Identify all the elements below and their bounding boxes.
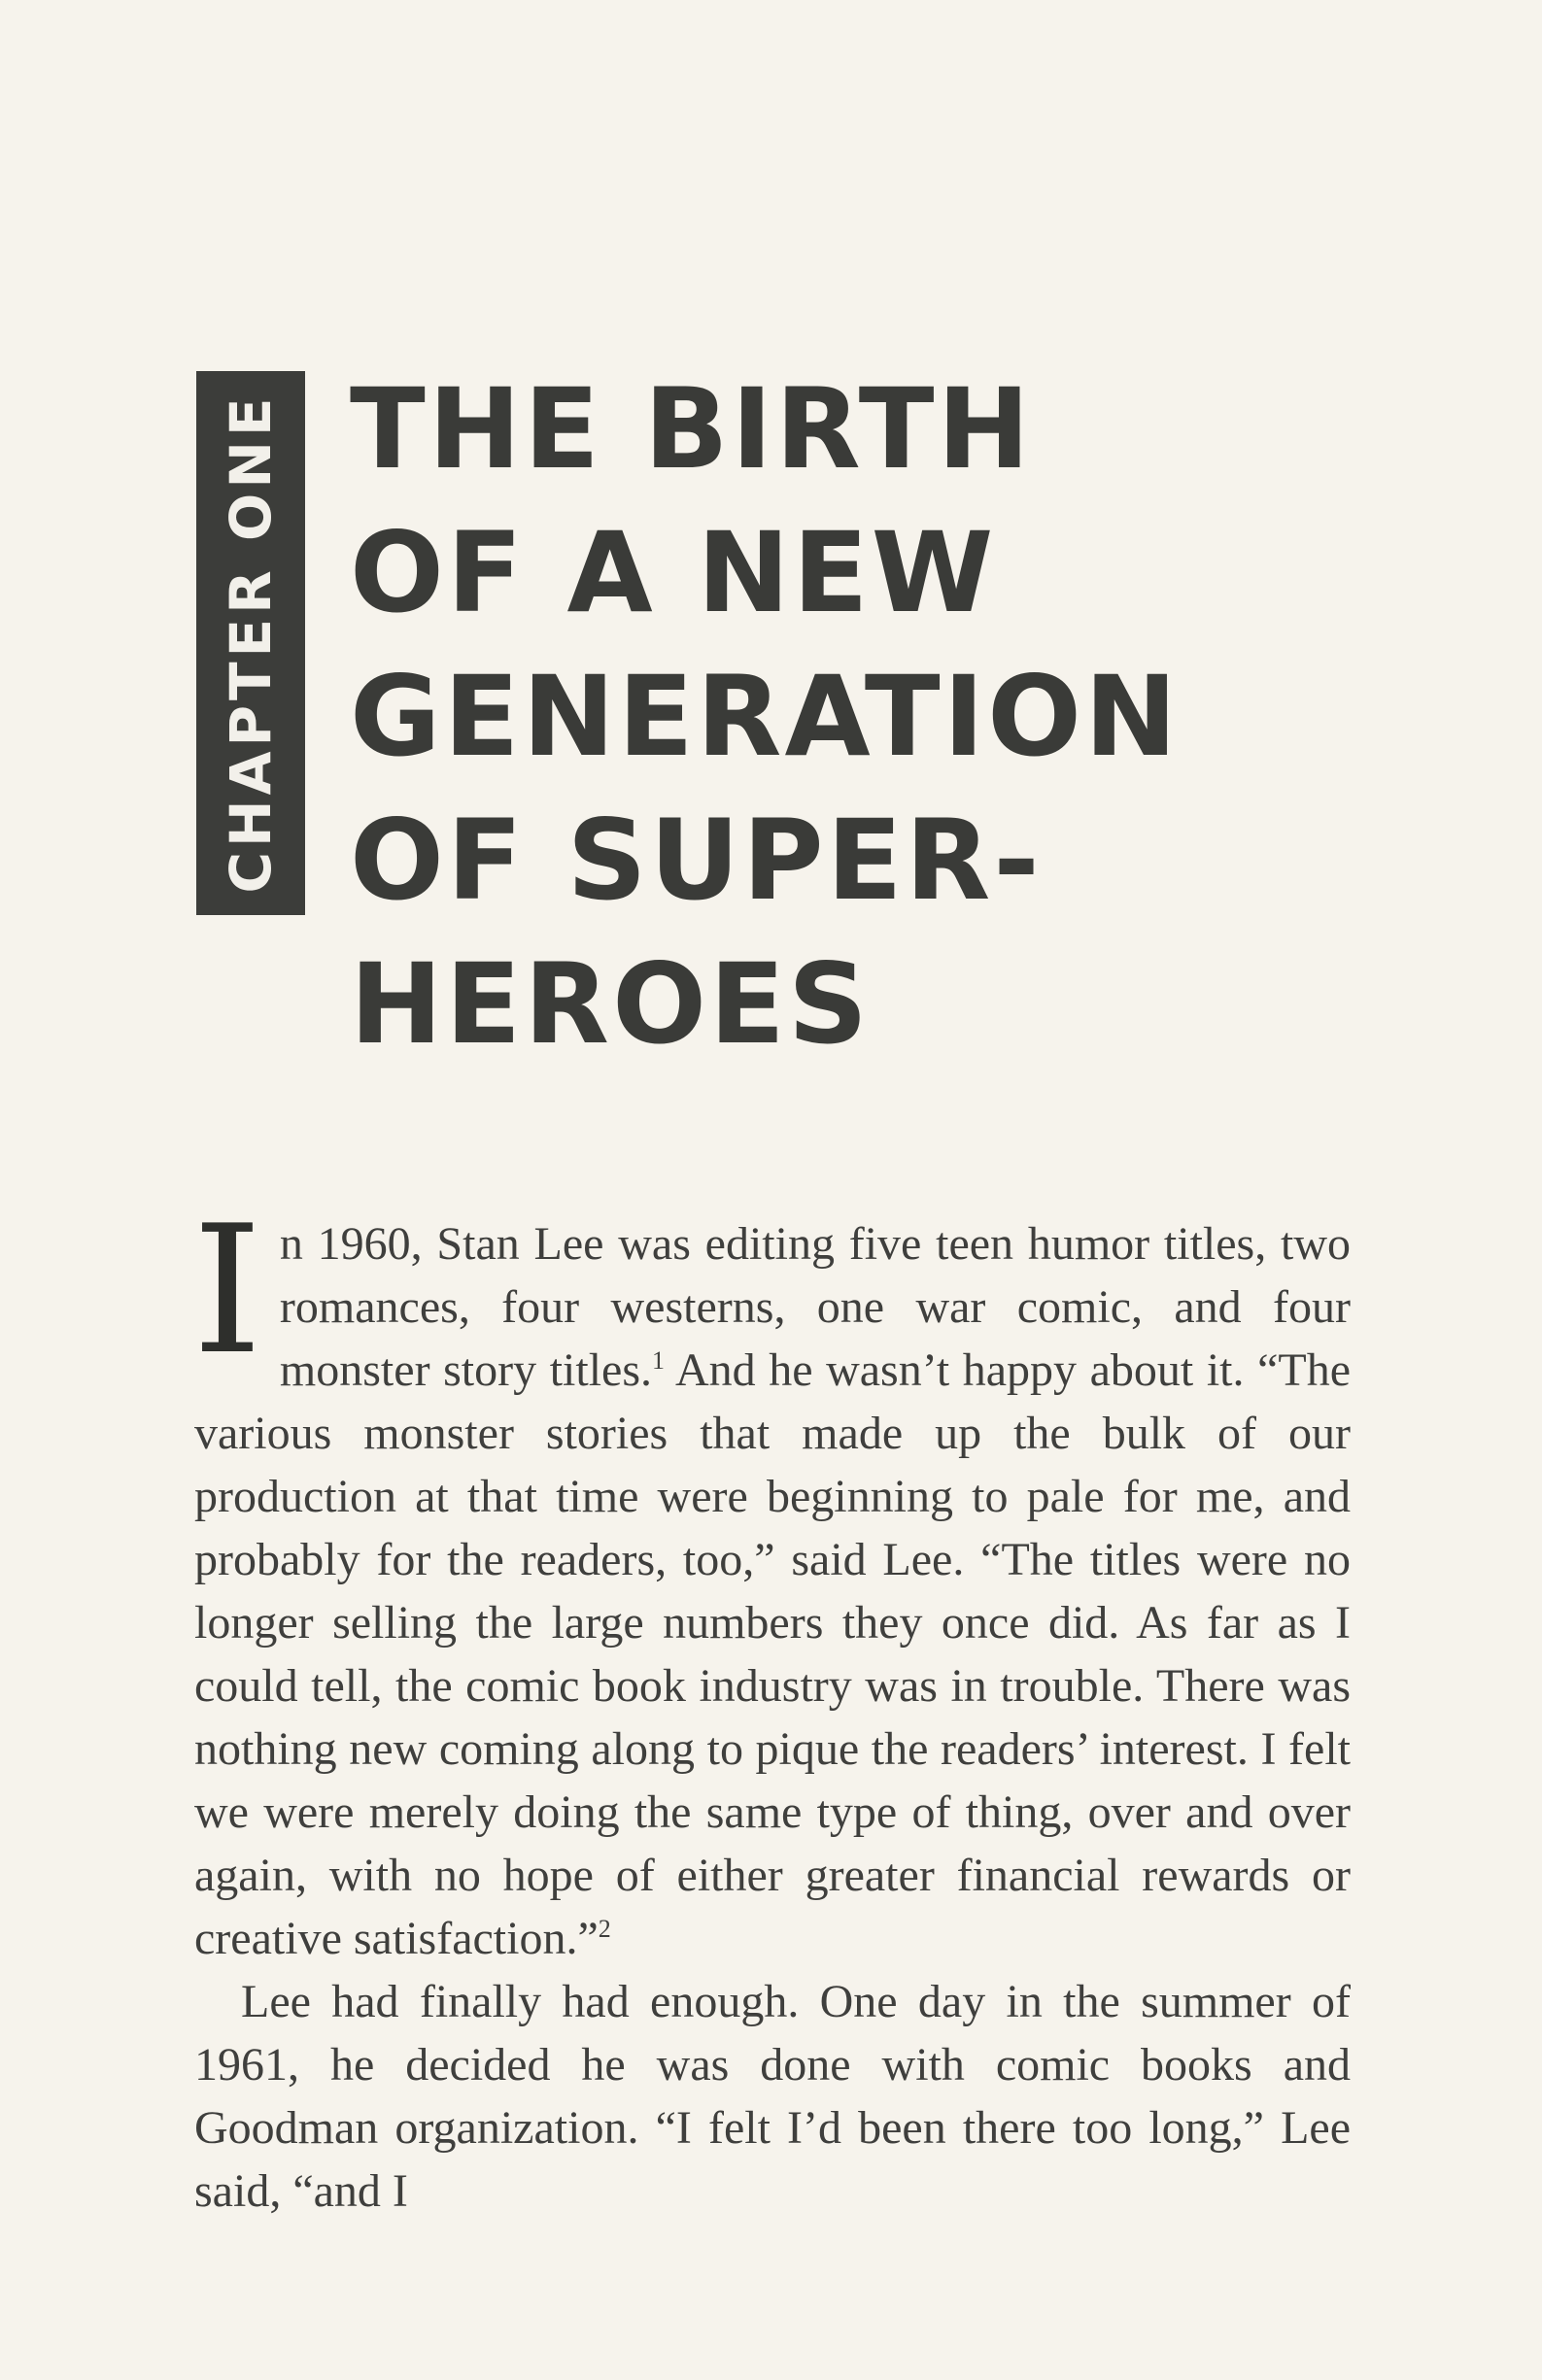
title-line: GENERATION (350, 652, 1181, 781)
paragraph-2: Lee had finally had enough. One day in the summer of 1961, he decided he was done with comic books and Goodman organization. “I felt I’d been there too long,” Lee said, “and I (194, 1976, 1351, 2217)
title-line: OF SUPER- (350, 796, 1043, 925)
chapter-tab (196, 371, 305, 915)
drop-cap: I (192, 1187, 262, 1393)
footnote-marker-2: 2 (598, 1915, 611, 1943)
paragraph-1-text-b: And he wasn’t happy about it. “The various monster stories that made up the bulk of our production at that time were beginning to pale for me, and probably for the readers, too,” said Lee. “The titles were no longer selling the large numbers they once did. As far as I could tell, the comic book industry was in trouble. There was nothing new coming along to pique the readers’ interest. I felt we were merely doing the same type of thing, over and over again, with no hope of either greater financial rewards or creative satisfaction.” (194, 1344, 1352, 1964)
paragraph-1 (192, 1187, 1352, 1970)
body-text (192, 1187, 1352, 2223)
footnote-marker-1: 1 (652, 1346, 666, 1375)
title-line: HEROES (350, 939, 871, 1069)
title-line: THE BIRTH (350, 364, 1033, 493)
chapter-title (350, 357, 1331, 1076)
paragraph-1-text-a: n 1960, Stan Lee was editing five teen humor titles, two romances, four westerns, one war comic, and four monster story titles. (279, 1218, 1351, 1396)
title-line: OF A NEW (350, 508, 997, 637)
chapter-label: CHAPTER ONE (218, 392, 284, 894)
